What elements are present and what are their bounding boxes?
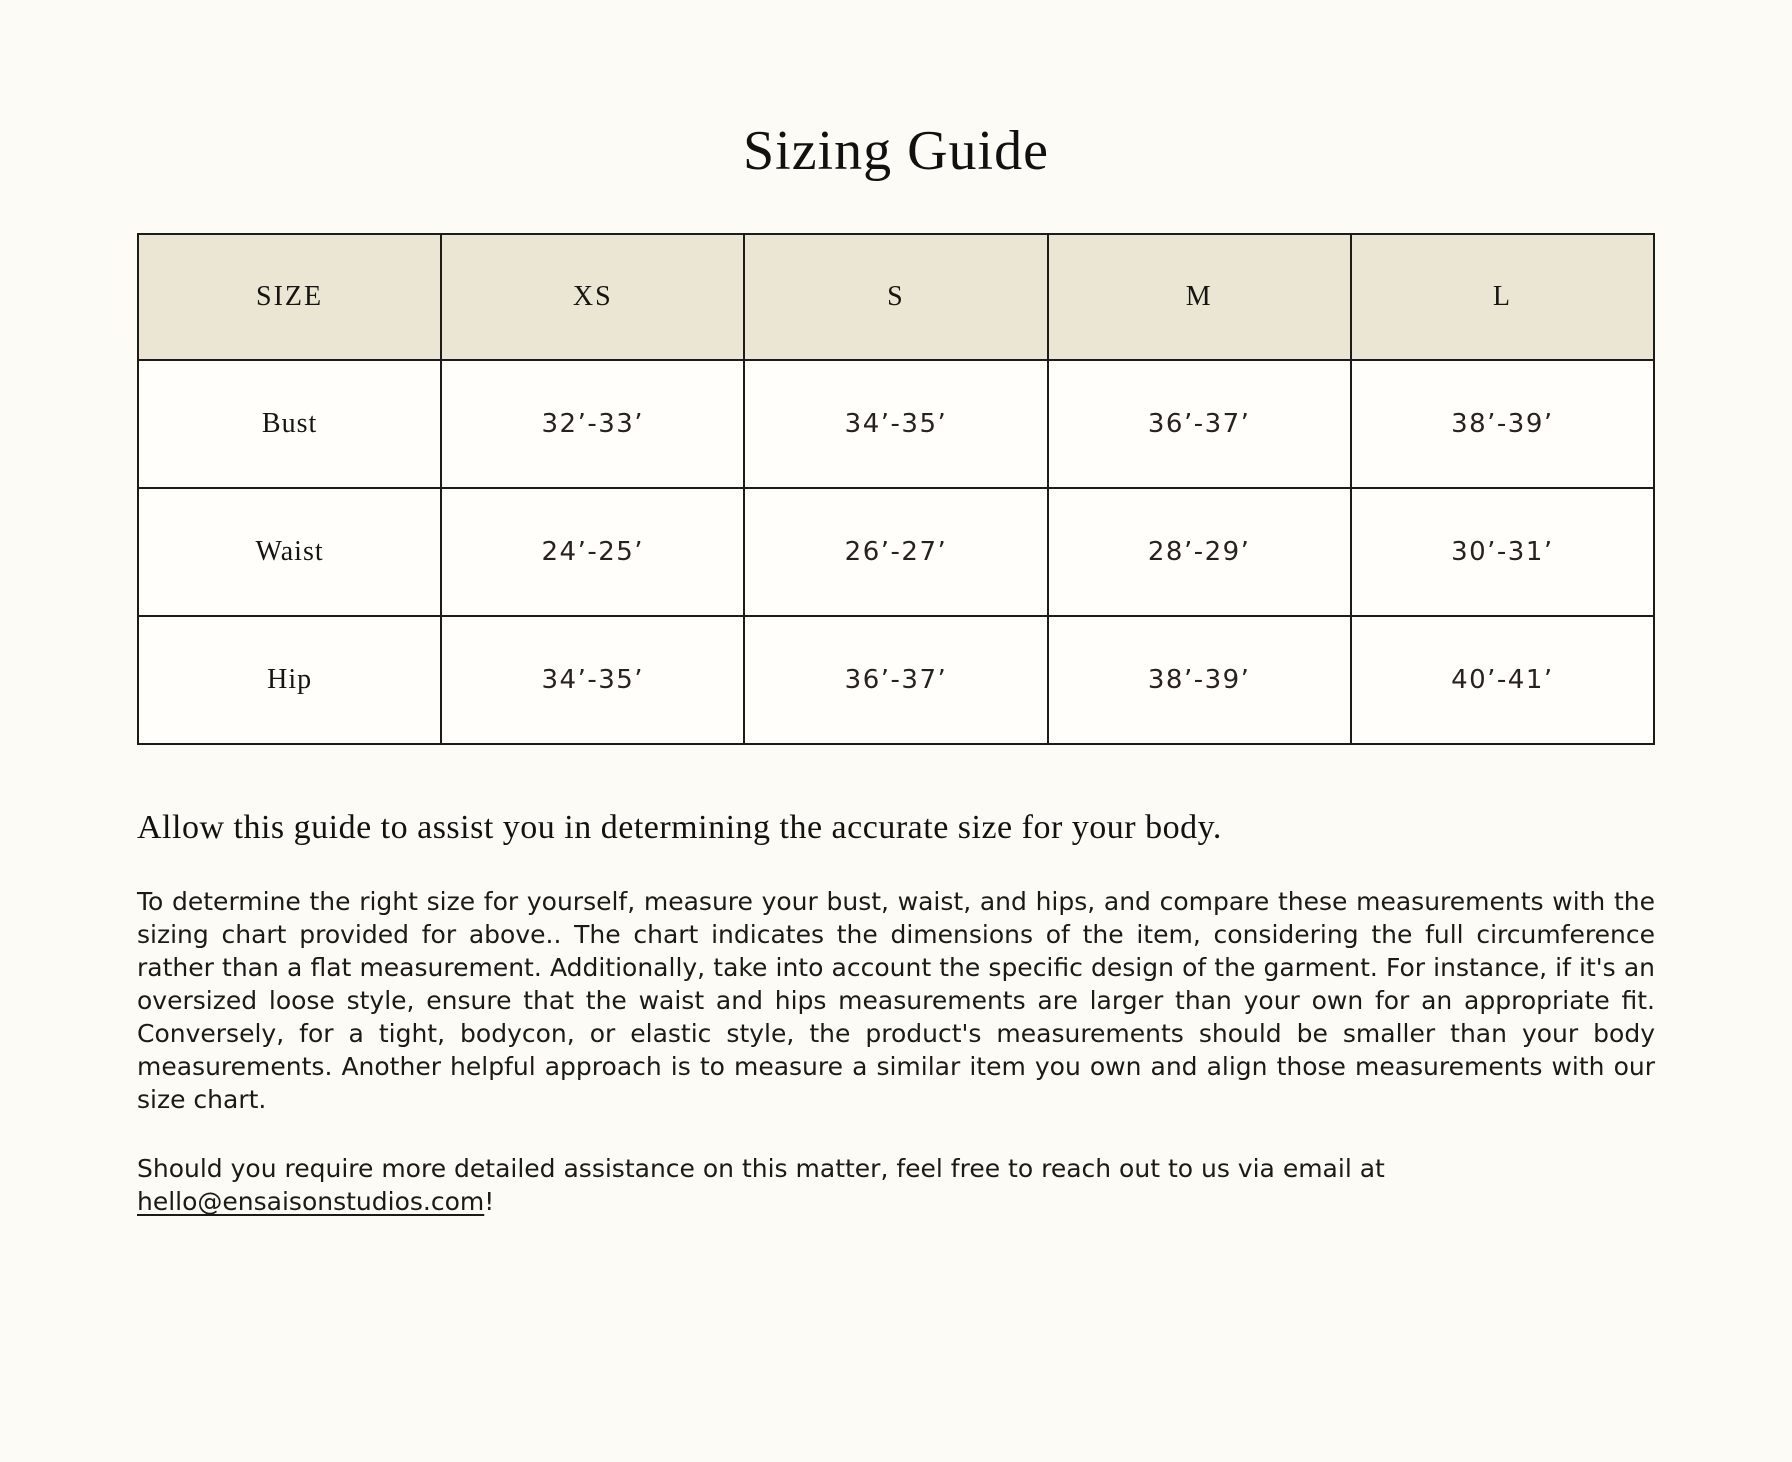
row-label-waist: Waist: [138, 488, 441, 616]
cell-hip-s: 36’-37’: [744, 616, 1047, 744]
page-title: Sizing Guide: [743, 120, 1049, 182]
email-link[interactable]: hello@ensaisonstudios.com: [137, 1187, 485, 1217]
cell-bust-xs: 32’-33’: [441, 360, 744, 488]
column-header-s: S: [744, 234, 1047, 360]
cell-hip-m: 38’-39’: [1048, 616, 1351, 744]
cell-waist-s: 26’-27’: [744, 488, 1047, 616]
contact-line: [137, 1152, 1655, 1218]
column-header-size: SIZE: [138, 234, 441, 360]
table-row-hip: [138, 616, 1654, 744]
column-header-m: M: [1048, 234, 1351, 360]
cell-waist-l: 30’-31’: [1351, 488, 1654, 616]
cell-bust-s: 34’-35’: [744, 360, 1047, 488]
cell-hip-l: 40’-41’: [1351, 616, 1654, 744]
column-header-l: L: [1351, 234, 1654, 360]
cell-waist-xs: 24’-25’: [441, 488, 744, 616]
guide-subtitle: Allow this guide to assist you in determining the accurate size for your body.: [137, 809, 1222, 847]
contact-text-suffix: !: [484, 1187, 495, 1217]
cell-bust-l: 38’-39’: [1351, 360, 1654, 488]
table-row-waist: [138, 488, 1654, 616]
guide-body-text: To determine the right size for yourself, measure your bust, waist, and hips, and compare these measurements with the sizing chart provided for above.. The chart indicates the dimensions of the item, considering the full circumference rather than a flat measurement. Additionally, take into account the specific design of the garment. For instance, if it's an oversized loose style, ensure that the waist and hips measurements are larger than your own for an appropriate fit. Conversely, for a tight, bodycon, or elastic style, the product's measurements should be smaller than your body measurements. Another helpful approach is to measure a similar item you own and align those measurements with our size chart.: [137, 887, 1655, 1115]
cell-bust-m: 36’-37’: [1048, 360, 1351, 488]
table-row-bust: [138, 360, 1654, 488]
table-header-row: [138, 234, 1654, 360]
sizing-guide-page: [0, 118, 1792, 1462]
contact-text-prefix: Should you require more detailed assistance on this matter, feel free to reach out to us via email at: [137, 1154, 1385, 1184]
row-label-bust: Bust: [138, 360, 441, 488]
cell-hip-xs: 34’-35’: [441, 616, 744, 744]
cell-waist-m: 28’-29’: [1048, 488, 1351, 616]
row-label-hip: Hip: [138, 616, 441, 744]
column-header-xs: XS: [441, 234, 744, 360]
size-table: [137, 233, 1655, 745]
